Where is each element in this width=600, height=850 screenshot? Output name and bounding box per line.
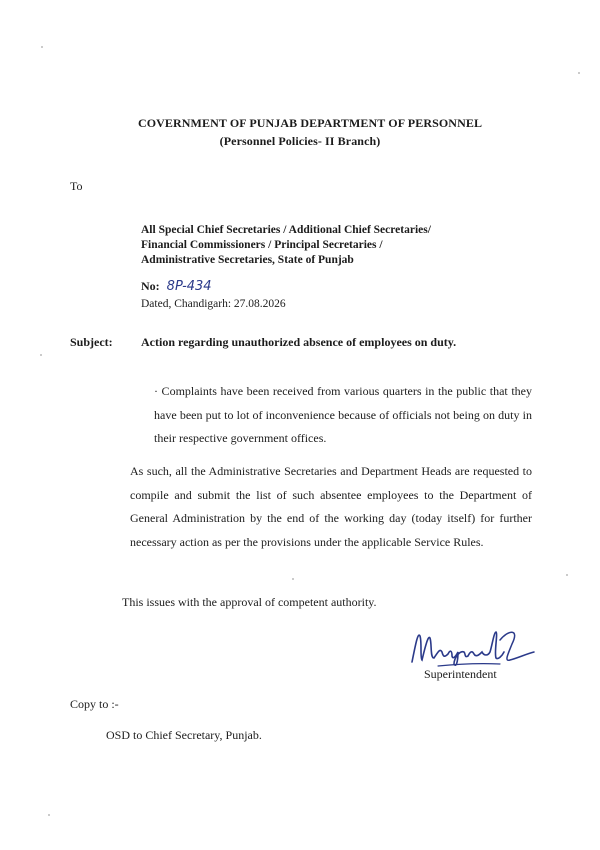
addressee-line: All Special Chief Secretaries / Additional Chief Secretaries/: [141, 224, 431, 236]
addressee-line: Financial Commissioners / Principal Secretaries /: [141, 239, 383, 251]
to-label: To: [70, 179, 83, 193]
scan-speck: [578, 72, 580, 74]
scan-speck: [48, 814, 50, 816]
branch-header: (Personnel Policies- II Branch): [219, 134, 381, 148]
scan-speck: [292, 578, 294, 580]
letter-number: [141, 279, 212, 294]
scan-speck: [40, 354, 42, 356]
body-paragraph: [70, 460, 532, 554]
body-paragraph: [70, 380, 532, 451]
copy-to-label: Copy to :-: [70, 697, 119, 711]
addressee-line: Administrative Secretaries, State of Punjab: [141, 254, 354, 266]
signature-image: [408, 622, 538, 672]
signatory-designation: Superintendent: [424, 667, 497, 681]
approval-line: This issues with the approval of competent authority.: [122, 595, 377, 609]
dated-line: Dated, Chandigarh: 27.08.2026: [141, 298, 286, 310]
paragraph-text: As such, all the Administrative Secretaries and Department Heads are requested to compile and submit the list of such absentee employees to the Department of General Administration by the end of the working day (today itself) for further necessary action as per the provisions under the applicable Service Rules.: [130, 464, 532, 549]
letter-number-label: No:: [141, 279, 160, 293]
scan-speck: [566, 574, 568, 576]
department-header: COVERNMENT OF PUNJAB DEPARTMENT OF PERSONNEL: [137, 116, 483, 130]
paragraph-text: · Complaints have been received from various quarters in the public that they have been put to lot of inconvenience because of officials not being on duty in their respective government offices.: [154, 384, 532, 445]
copy-recipient: OSD to Chief Secretary, Punjab.: [106, 728, 262, 742]
subject-label: Subject:: [70, 335, 113, 349]
subject-text: Action regarding unauthorized absence of employees on duty.: [141, 335, 457, 349]
letter-number-value: 8P-434: [166, 279, 212, 294]
scan-speck: [41, 46, 43, 48]
